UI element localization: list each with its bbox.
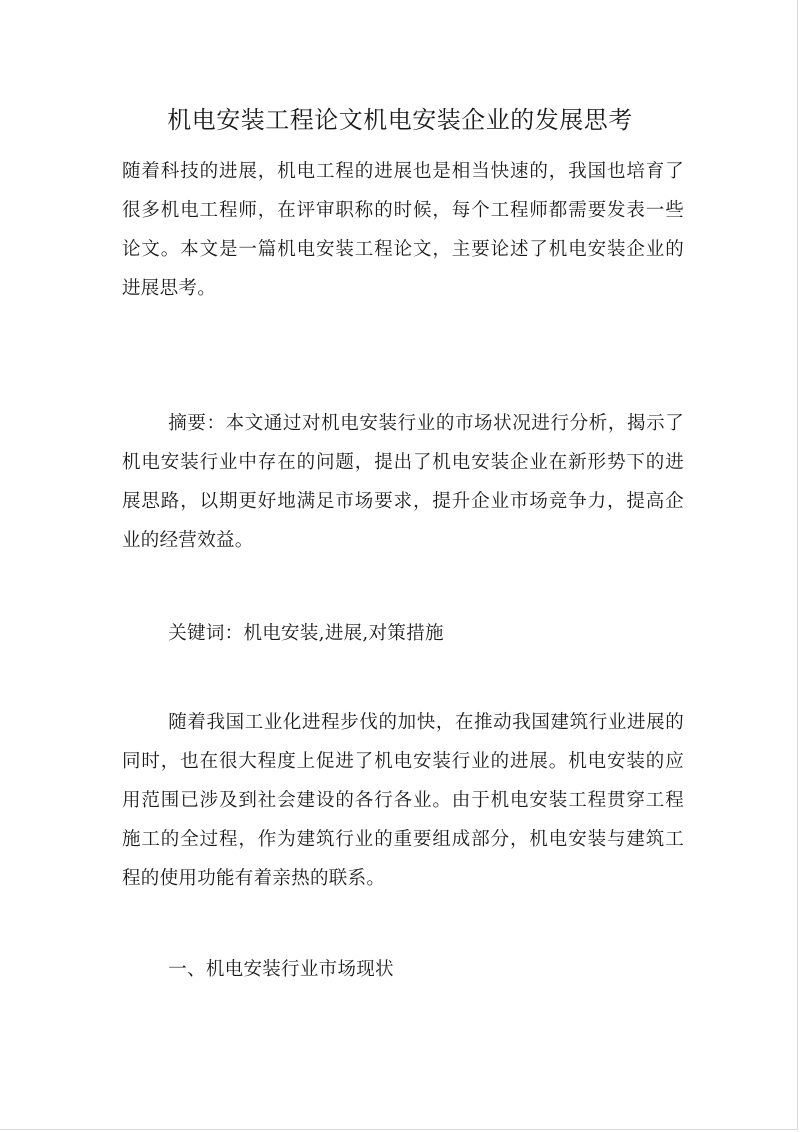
abstract-paragraph: 摘要：本文通过对机电安装行业的市场状况进行分析，揭示了机电安装行业中存在的问题，提出了机电安装企业在新形势下的进展思路，以期更好地满足市场要求，提升企业市场竞争力，提高企业的经营效益。 xyxy=(122,413,684,551)
section-heading: 一、机电安装行业市场现状 xyxy=(168,959,394,980)
body-paragraph: 随着我国工业化进程步伐的加快，在推动我国建筑行业进展的同时，也在很大程度上促进了机电安装行业的进展。机电安装的应用范围已涉及到社会建设的各行各业。由于机电安装工程贯穿工程施工的全过程，作为建筑行业的重要组成部分，机电安装与建筑工程的使用功能有着亲热的联系。 xyxy=(122,712,684,889)
intro-paragraph: 随着科技的进展，机电工程的进展也是相当快速的，我国也培育了很多机电工程师，在评审职称的时候，每个工程师都需要发表一些论文。本文是一篇机电安装工程论文，主要论述了机电安装企业的进展思考。 xyxy=(122,161,684,299)
keywords-line: 关键词：机电安装,进展,对策措施 xyxy=(168,623,444,644)
document-title: 机电安装工程论文机电安装企业的发展思考 xyxy=(167,106,633,134)
